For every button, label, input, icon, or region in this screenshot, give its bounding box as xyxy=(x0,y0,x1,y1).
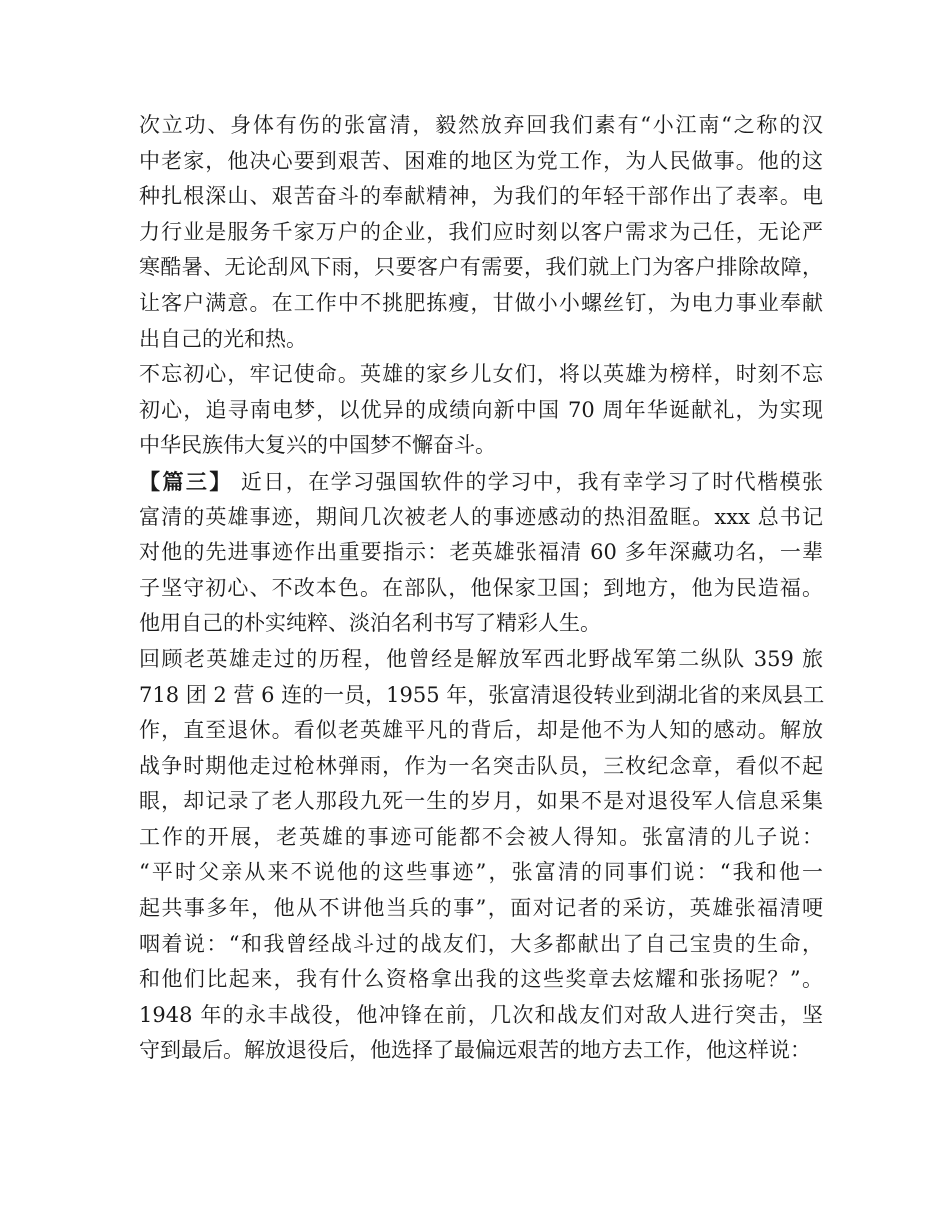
text-line-content: 近日，在学习强国软件的学习中，我有幸学习了时代楷模张 xyxy=(232,469,823,494)
text-line: 他用自己的朴实纯粹、淡泊名利书写了精彩人生。 xyxy=(139,611,601,636)
text-line: 中华民族伟大复兴的中国梦不懈奋斗。 xyxy=(139,433,496,458)
text-line: 子坚守初心、不改本色。在部队，他保家卫国；到地方，他为民造福。 xyxy=(139,575,823,600)
text-line: 富清的英雄事迹，期间几次被老人的事迹感动的热泪盈眶。xxx 总书记 xyxy=(139,504,823,529)
text-line: 寒酷暑、无论刮风下雨，只要客户有需要，我们就上门为客户排除故障， xyxy=(139,255,823,280)
text-line: 对他的先进事迹作出重要指示：老英雄张福清 60 多年深藏功名，一辈 xyxy=(139,540,823,565)
text-line: 种扎根深山、艰苦奋斗的奉献精神，为我们的年轻干部作出了表率。电 xyxy=(139,184,823,209)
text-line: 战争时期他走过枪林弹雨，作为一名突击队员，三枚纪念章，看似不起 xyxy=(139,753,823,778)
paragraph xyxy=(139,642,823,1069)
paragraph xyxy=(139,357,823,464)
text-line: 作，直至退休。看似老英雄平凡的背后，却是他不为人知的感动。解放 xyxy=(139,718,823,743)
text-line: 眼，却记录了老人那段九死一生的岁月，如果不是对退役军人信息采集 xyxy=(139,789,823,814)
text-line: 718 团 2 营 6 连的一员，1955 年，张富清退役转业到湖北省的来凤县工 xyxy=(139,682,825,707)
text-line: 1948 年的永丰战役，他冲锋在前，几次和战友们对敌人进行突击，坚 xyxy=(139,1002,823,1027)
section-tag: 【篇三】 xyxy=(139,468,233,494)
text-line: 回顾老英雄走过的历程，他曾经是解放军西北野战军第二纵队 359 旅 xyxy=(139,646,823,671)
text-line: 中老家，他决心要到艰苦、困难的地区为党工作，为人民做事。他的这 xyxy=(139,148,823,173)
text-line: 初心，追寻南电梦，以优异的成绩向新中国 70 周年华诞献礼，为实现 xyxy=(139,397,823,422)
text-line: 出自己的光和热。 xyxy=(139,326,307,351)
text-line: 和他们比起来，我有什么资格拿出我的这些奖章去炫耀和张扬呢？”。 xyxy=(139,967,823,992)
text-line: 不忘初心，牢记使命。英雄的家乡儿女们，将以英雄为榜样，时刻不忘 xyxy=(139,362,823,387)
paragraph xyxy=(139,108,823,357)
text-line: 守到最后。解放退役后，他选择了最偏远艰苦的地方去工作，他这样说： xyxy=(139,1038,811,1063)
paragraph xyxy=(139,464,823,642)
text-line: 咽着说：“和我曾经战斗过的战友们，大多都献出了自己宝贵的生命， xyxy=(139,931,823,956)
text-line: 次立功、身体有伤的张富清，毅然放弃回我们素有“小江南“之称的汉 xyxy=(139,113,823,137)
document-page xyxy=(139,108,823,1069)
text-line xyxy=(139,464,823,500)
text-line: “平时父亲从来不说他的这些事迹”，张富清的同事们说：“我和他一 xyxy=(139,860,823,885)
text-line: 让客户满意。在工作中不挑肥拣瘦，甘做小小螺丝钉，为电力事业奉献 xyxy=(139,290,823,315)
text-line: 工作的开展，老英雄的事迹可能都不会被人得知。张富清的儿子说： xyxy=(139,824,823,849)
text-line: 起共事多年，他从不讲他当兵的事”，面对记者的采访，英雄张福清哽 xyxy=(139,896,823,921)
text-line: 力行业是服务千家万户的企业，我们应时刻以客户需求为己任，无论严 xyxy=(139,219,823,244)
